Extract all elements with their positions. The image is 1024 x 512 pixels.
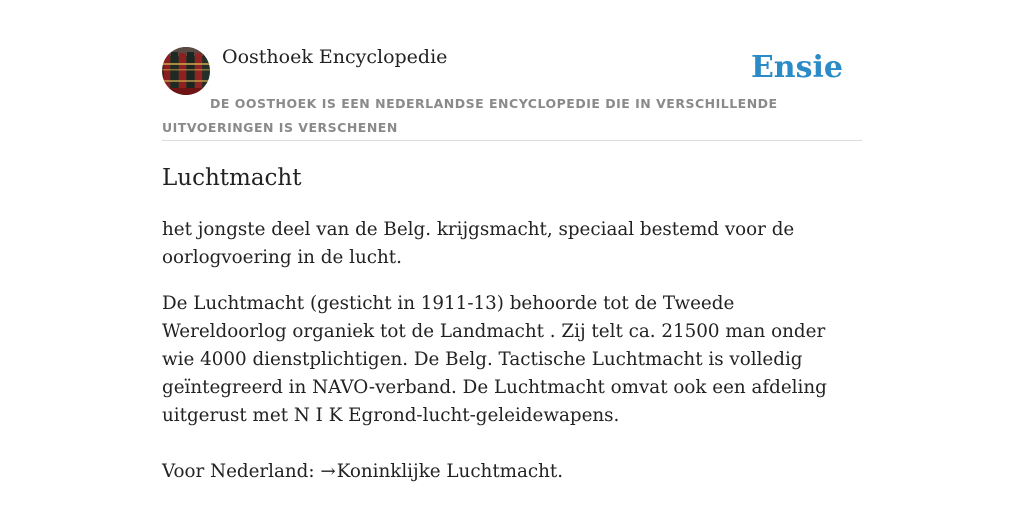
article-paragraph-1: het jongste deel van de Belg. krijgsmacht, speciaal bestemd voor de oorlogvoering in de lucht.	[162, 219, 795, 268]
brand-logo[interactable]: Ensie	[750, 50, 843, 85]
see-also-prefix: Voor Nederland:	[162, 461, 321, 482]
article-paragraph-3	[162, 458, 862, 486]
link-koninklijke-luchtmacht[interactable]: Koninklijke Luchtmacht	[336, 461, 558, 482]
article-paragraph-2: De Luchtmacht (gesticht in 1911-13) behoorde tot de Tweede Wereldoorlog organiek tot de Landmacht . Zij telt ca. 21500 man onder wie 4000 dienstplichtigen. De Belg. Tactische Luchtmacht is volledig geïntegreerd in NAVO-verband. De Luchtmacht omvat ook een afdeling uitgerust met N I K Egrond-lucht-geleidewapens.	[162, 293, 827, 426]
article-title: Luchtmacht	[162, 165, 302, 191]
site-tagline: DE OOSTHOEK IS EEN NEDERLANDSE ENCYCLOPEDIE DIE IN VERSCHILLENDE UITVOERINGEN IS VERSCHENEN	[162, 96, 778, 135]
avatar[interactable]	[162, 47, 210, 95]
site-header	[162, 44, 862, 141]
arrow-right-icon: →	[320, 461, 336, 482]
encyclopedia-books-icon	[162, 47, 210, 95]
article	[162, 162, 862, 486]
site-title[interactable]: Oosthoek Encyclopedie	[222, 46, 448, 68]
see-also-suffix: .	[557, 461, 564, 482]
